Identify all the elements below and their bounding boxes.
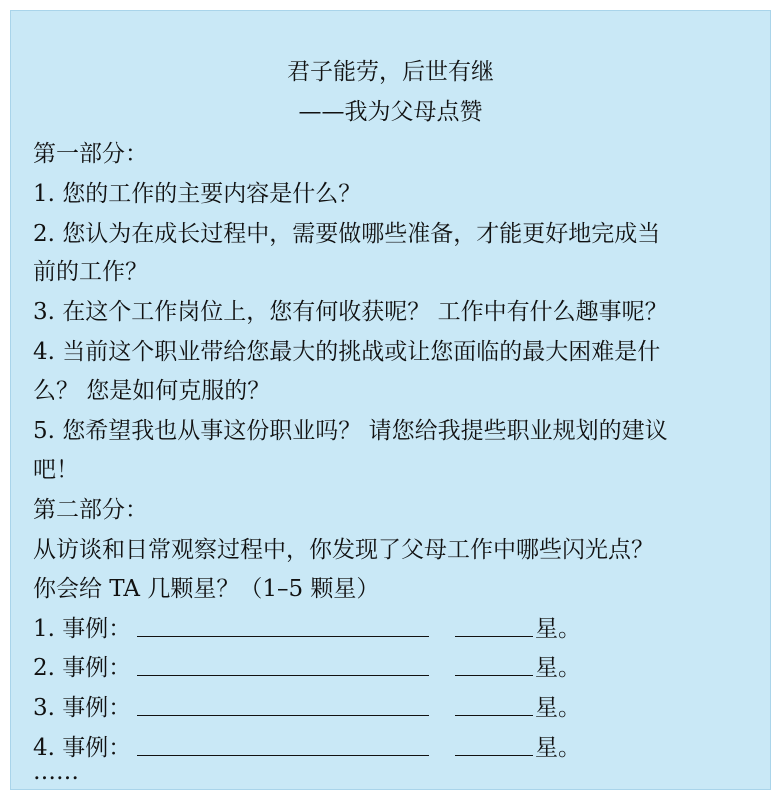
example-row-2	[33, 649, 753, 681]
example-label: 1. 事例：	[33, 616, 132, 642]
question-3: 3. 在这个工作岗位上，您有何收获呢？ 工作中有什么趣事呢？	[33, 299, 668, 325]
question-2: 2. 您认为在成长过程中，需要做哪些准备，才能更好地完成当	[33, 221, 661, 247]
example-blank[interactable]	[137, 675, 429, 676]
ellipsis: ……	[33, 759, 79, 785]
example-row-3	[33, 689, 753, 721]
question-1: 1. 您的工作的主要内容是什么？	[33, 181, 362, 207]
star-suffix: 星。	[535, 616, 581, 642]
star-count-blank[interactable]	[455, 636, 533, 637]
question-2-cont: 前的工作？	[33, 259, 148, 285]
example-row-4	[33, 729, 753, 761]
worksheet-panel	[10, 10, 771, 790]
example-label: 4. 事例：	[33, 735, 132, 761]
question-4: 4. 当前这个职业带给您最大的挑战或让您面临的最大困难是什	[33, 339, 661, 365]
star-count-blank[interactable]	[455, 675, 533, 676]
example-blank[interactable]	[137, 636, 429, 637]
title: 君子能劳，后世有继	[287, 59, 494, 85]
part2-prompt-cont: 你会给 TA 几颗星？（1–5 颗星）	[33, 576, 380, 602]
star-count-blank[interactable]	[455, 755, 533, 756]
question-4-cont: 么？ 您是如何克服的？	[33, 378, 271, 404]
question-5-cont: 吧！	[33, 457, 79, 483]
star-suffix: 星。	[535, 735, 581, 761]
example-blank[interactable]	[137, 715, 429, 716]
part2-prompt: 从访谈和日常观察过程中，你发现了父母工作中哪些闪光点？	[33, 537, 654, 563]
example-label: 3. 事例：	[33, 695, 132, 721]
example-label: 2. 事例：	[33, 655, 132, 681]
example-blank[interactable]	[137, 755, 429, 756]
part2-heading: 第二部分：	[33, 497, 148, 523]
question-5: 5. 您希望我也从事这份职业吗？ 请您给我提些职业规划的建议	[33, 418, 668, 444]
star-suffix: 星。	[535, 655, 581, 681]
example-row-1	[33, 610, 753, 642]
part1-heading: 第一部分：	[33, 141, 148, 167]
star-count-blank[interactable]	[455, 715, 533, 716]
star-suffix: 星。	[535, 695, 581, 721]
subtitle: ——我为父母点赞	[298, 99, 483, 125]
